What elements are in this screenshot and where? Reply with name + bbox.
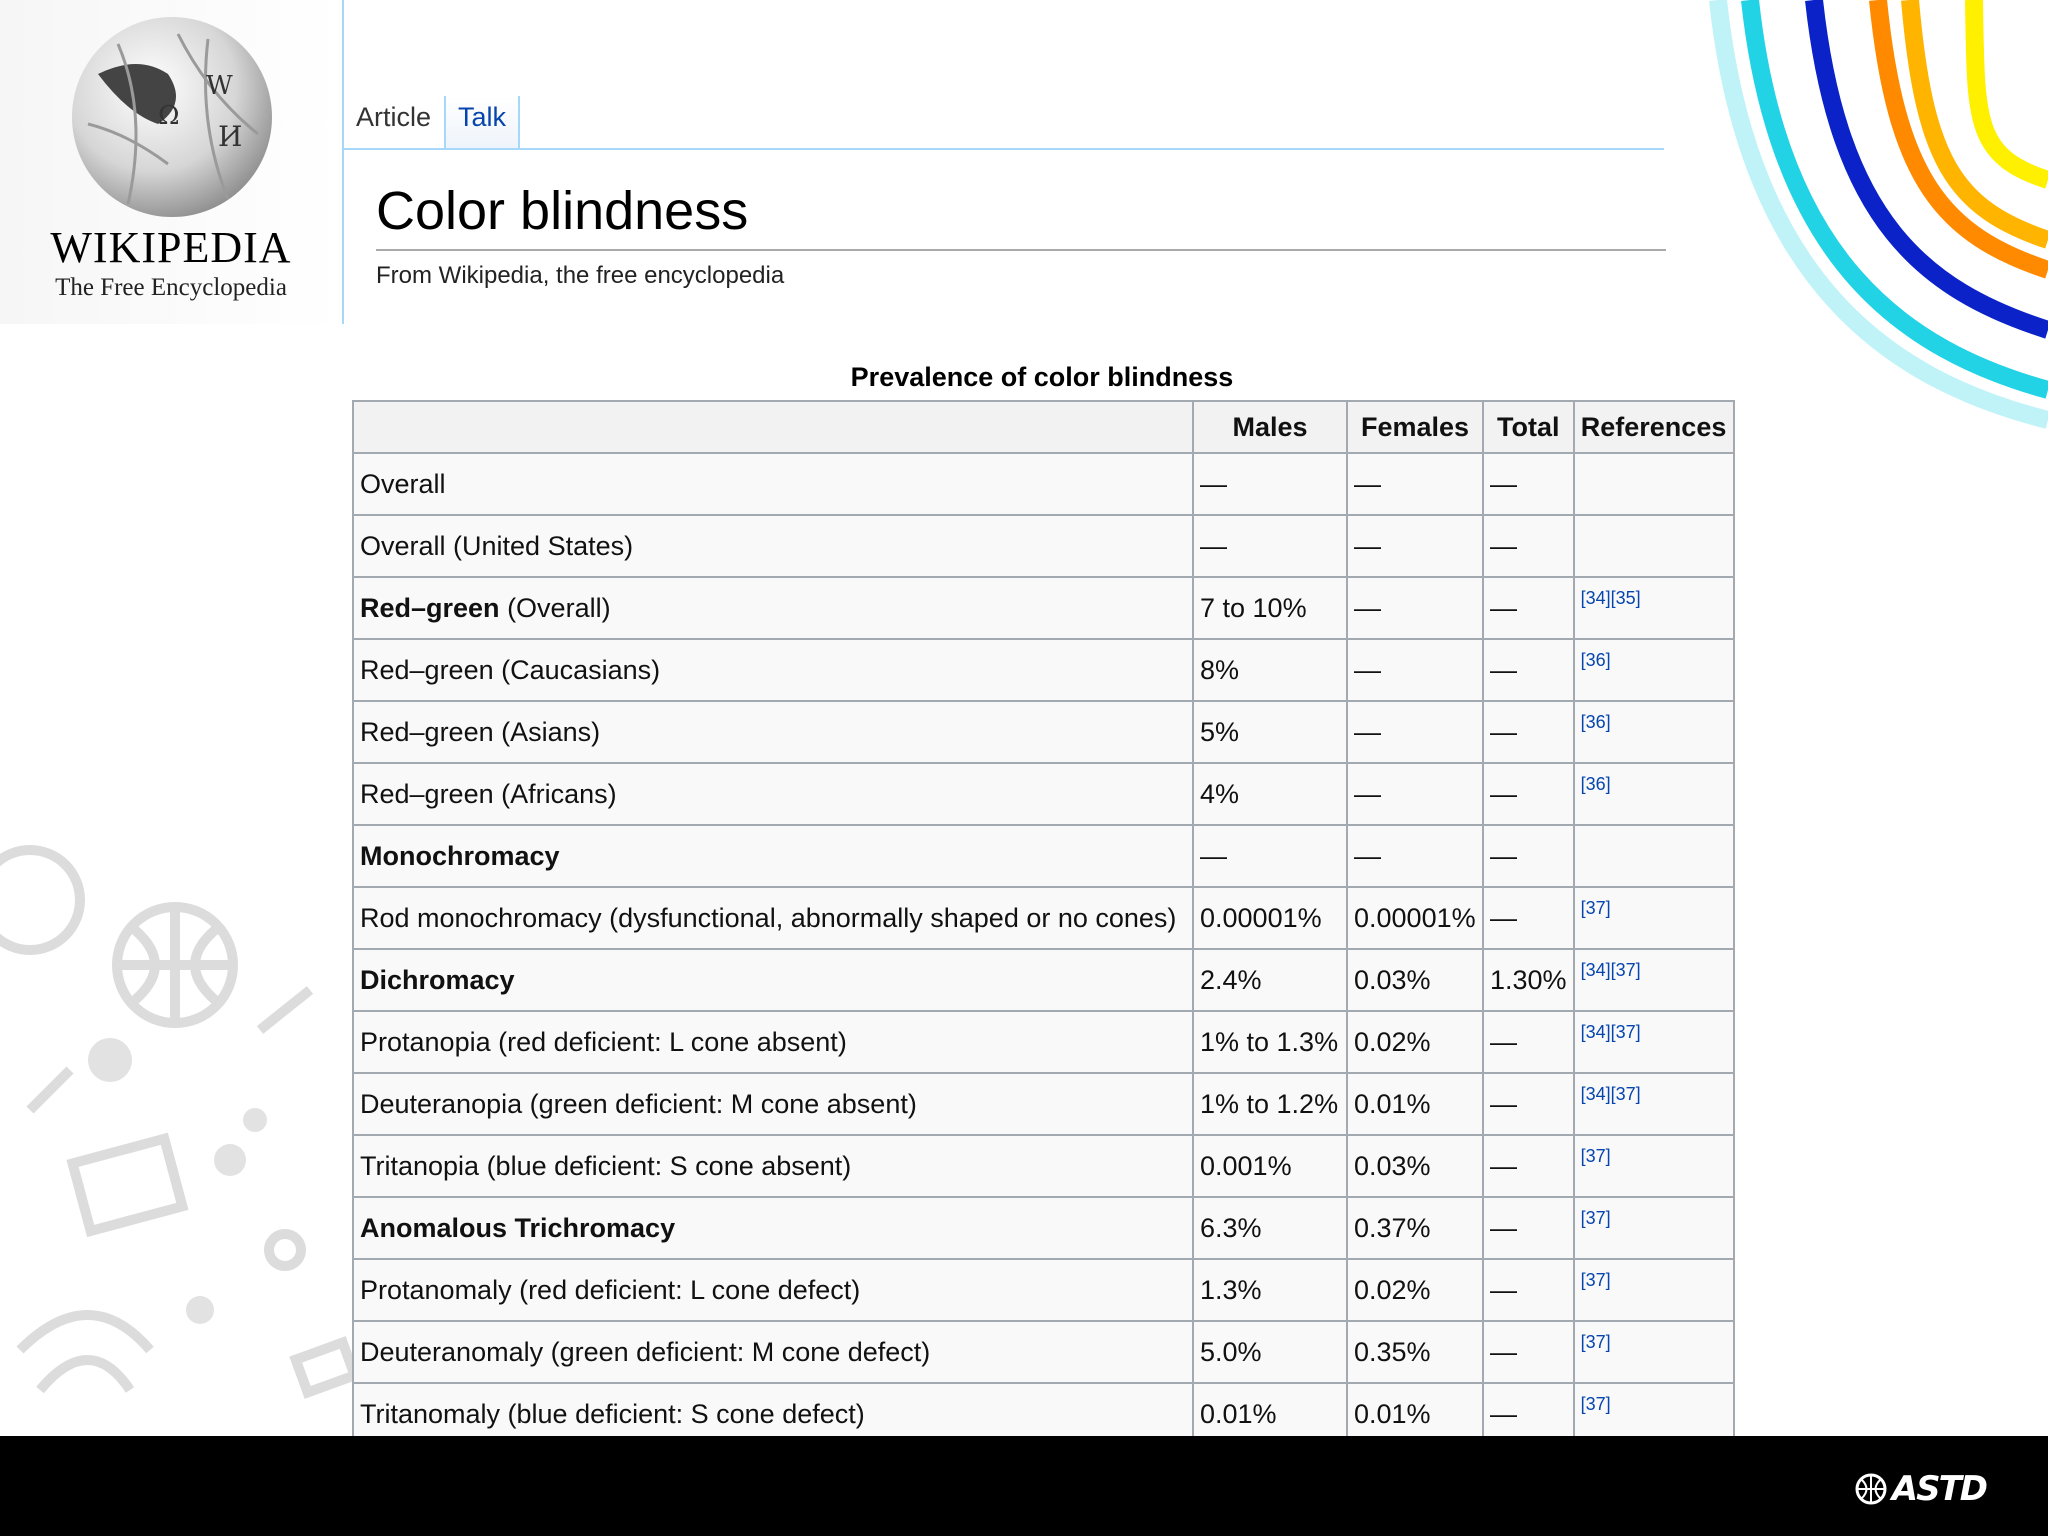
- table-row: [353, 639, 1734, 701]
- svg-text:Ω: Ω: [158, 101, 180, 131]
- row-label-text: Protanopia (red deficient: L cone absent): [360, 1026, 847, 1057]
- cell-males: 5%: [1193, 701, 1347, 763]
- wikipedia-logo-panel[interactable]: [0, 0, 344, 324]
- cell-total: 1.30%: [1483, 949, 1574, 1011]
- astd-globe-icon: [1854, 1472, 1888, 1506]
- cell-total: —: [1483, 453, 1574, 515]
- cell-females: —: [1347, 453, 1483, 515]
- cell-males: 0.01%: [1193, 1383, 1347, 1436]
- wikipedia-wordmark: WIKIPEDIA: [50, 223, 292, 272]
- table-row: [353, 515, 1734, 577]
- row-label: [353, 639, 1193, 701]
- row-label-bold: Anomalous Trichromacy: [360, 1212, 676, 1243]
- rainbow-stripes-decoration: [1688, 0, 2048, 430]
- prevalence-table: [352, 400, 1735, 1436]
- row-label-text: Tritanomaly (blue deficient: S cone defect): [360, 1398, 865, 1429]
- reference-link[interactable]: [37]: [1574, 1383, 1734, 1436]
- cell-males: —: [1193, 825, 1347, 887]
- cell-females: —: [1347, 763, 1483, 825]
- reference-link[interactable]: [37]: [1574, 1197, 1734, 1259]
- cell-females: —: [1347, 825, 1483, 887]
- reference-link[interactable]: [37]: [1574, 1135, 1734, 1197]
- reference-link[interactable]: [34][35]: [1574, 577, 1734, 639]
- header-label: [353, 401, 1193, 453]
- footer-bar: [0, 1436, 2048, 1536]
- table-row: [353, 1135, 1734, 1197]
- cell-males: 1.3%: [1193, 1259, 1347, 1321]
- reference-link[interactable]: [37]: [1574, 887, 1734, 949]
- cell-total: —: [1483, 1383, 1574, 1436]
- row-label-text: Overall: [360, 468, 446, 499]
- reference-link[interactable]: [36]: [1574, 763, 1734, 825]
- cell-males: 0.001%: [1193, 1135, 1347, 1197]
- cell-males: 7 to 10%: [1193, 577, 1347, 639]
- row-label: [353, 1383, 1193, 1436]
- cell-females: —: [1347, 515, 1483, 577]
- row-label-bold: Dichromacy: [360, 964, 515, 995]
- row-label: [353, 1321, 1193, 1383]
- row-label-text: Tritanopia (blue deficient: S cone absent): [360, 1150, 852, 1181]
- cell-total: —: [1483, 1073, 1574, 1135]
- table-row: [353, 1259, 1734, 1321]
- tab-article[interactable]: Article: [344, 96, 443, 148]
- cell-females: —: [1347, 577, 1483, 639]
- reference-link[interactable]: [37]: [1574, 1321, 1734, 1383]
- wikipedia-globe-icon: [58, 14, 286, 220]
- cell-females: 0.03%: [1347, 949, 1483, 1011]
- cell-females: 0.00001%: [1347, 887, 1483, 949]
- reference-link[interactable]: [34][37]: [1574, 1011, 1734, 1073]
- row-label: [353, 763, 1193, 825]
- row-label: [353, 577, 1193, 639]
- cell-females: 0.02%: [1347, 1259, 1483, 1321]
- table-body: [353, 453, 1734, 1436]
- row-label-text: Deuteranopia (green deficient: M cone absent): [360, 1088, 917, 1119]
- table-row: [353, 1073, 1734, 1135]
- reference-link[interactable]: [1574, 825, 1734, 887]
- cell-total: —: [1483, 639, 1574, 701]
- reference-link[interactable]: [34][37]: [1574, 949, 1734, 1011]
- table-row: [353, 949, 1734, 1011]
- table-header-row: [353, 401, 1734, 453]
- page-subtitle: From Wikipedia, the free encyclopedia: [376, 262, 785, 289]
- row-label: [353, 825, 1193, 887]
- header-males: Males: [1193, 401, 1347, 453]
- cell-total: —: [1483, 887, 1574, 949]
- astd-logo: [1854, 1464, 1986, 1514]
- cell-males: 0.00001%: [1193, 887, 1347, 949]
- reference-link[interactable]: [1574, 453, 1734, 515]
- row-label-text: Overall (United States): [360, 530, 634, 561]
- cell-females: 0.01%: [1347, 1073, 1483, 1135]
- cell-females: 0.02%: [1347, 1011, 1483, 1073]
- table-caption: Prevalence of color blindness: [850, 362, 1234, 392]
- row-label-text: Red–green (Africans): [360, 778, 617, 809]
- row-label: [353, 453, 1193, 515]
- svg-text:W: W: [206, 71, 233, 101]
- table-row: [353, 887, 1734, 949]
- row-label-bold: Monochromacy: [360, 840, 560, 871]
- reference-link[interactable]: [37]: [1574, 1259, 1734, 1321]
- cell-total: —: [1483, 701, 1574, 763]
- cell-females: 0.37%: [1347, 1197, 1483, 1259]
- cell-males: 5.0%: [1193, 1321, 1347, 1383]
- row-label: [353, 1197, 1193, 1259]
- cell-males: —: [1193, 453, 1347, 515]
- cell-males: 1% to 1.3%: [1193, 1011, 1347, 1073]
- reference-link[interactable]: [1574, 515, 1734, 577]
- cell-females: 0.35%: [1347, 1321, 1483, 1383]
- cell-total: —: [1483, 825, 1574, 887]
- row-label-text: Rod monochromacy (dysfunctional, abnormally shaped or no cones): [360, 902, 1177, 933]
- row-label-text: Red–green (Caucasians): [360, 654, 661, 685]
- cell-total: —: [1483, 1011, 1574, 1073]
- wikipedia-tagline: The Free Encyclopedia: [55, 274, 287, 301]
- row-label: [353, 1011, 1193, 1073]
- reference-link[interactable]: [34][37]: [1574, 1073, 1734, 1135]
- cell-females: —: [1347, 639, 1483, 701]
- cell-total: —: [1483, 1321, 1574, 1383]
- title-divider: [376, 249, 1666, 251]
- cell-total: —: [1483, 515, 1574, 577]
- cell-females: —: [1347, 701, 1483, 763]
- cell-males: 4%: [1193, 763, 1347, 825]
- header-females: Females: [1347, 401, 1483, 453]
- cell-total: —: [1483, 1259, 1574, 1321]
- table-row: [353, 763, 1734, 825]
- row-label-text: Red–green (Asians): [360, 716, 601, 747]
- cell-total: —: [1483, 1135, 1574, 1197]
- cell-males: 8%: [1193, 639, 1347, 701]
- table-row: [353, 1197, 1734, 1259]
- reference-link[interactable]: [36]: [1574, 701, 1734, 763]
- table-row: [353, 1011, 1734, 1073]
- row-label: [353, 1135, 1193, 1197]
- row-label-text: (Overall): [499, 592, 611, 623]
- cell-females: 0.03%: [1347, 1135, 1483, 1197]
- row-label-text: Deuteranomaly (green deficient: M cone defect): [360, 1336, 931, 1367]
- header-total: Total: [1483, 401, 1574, 453]
- row-label-bold: Red–green: [360, 592, 500, 623]
- row-label-text: Protanomaly (red deficient: L cone defect): [360, 1274, 861, 1305]
- header-references: References: [1574, 401, 1734, 453]
- cell-males: —: [1193, 515, 1347, 577]
- cell-total: —: [1483, 1197, 1574, 1259]
- reference-link[interactable]: [36]: [1574, 639, 1734, 701]
- astd-brand-text: ASTD: [1891, 1469, 1986, 1509]
- row-label: [353, 515, 1193, 577]
- svg-text:И: И: [218, 120, 243, 153]
- cell-total: —: [1483, 577, 1574, 639]
- row-label: [353, 887, 1193, 949]
- cell-total: —: [1483, 763, 1574, 825]
- page-title: Color blindness: [376, 181, 749, 241]
- cell-males: 2.4%: [1193, 949, 1347, 1011]
- cell-males: 1% to 1.2%: [1193, 1073, 1347, 1135]
- page-tabs: [344, 60, 1664, 150]
- table-row: [353, 825, 1734, 887]
- table-row: [353, 1321, 1734, 1383]
- table-row: [353, 453, 1734, 515]
- table-row: [353, 701, 1734, 763]
- row-label: [353, 949, 1193, 1011]
- table-row: [353, 1383, 1734, 1436]
- row-label: [353, 1259, 1193, 1321]
- row-label: [353, 701, 1193, 763]
- row-label: [353, 1073, 1193, 1135]
- cell-males: 6.3%: [1193, 1197, 1347, 1259]
- tab-talk[interactable]: Talk: [444, 96, 520, 148]
- table-row: [353, 577, 1734, 639]
- cell-females: 0.01%: [1347, 1383, 1483, 1436]
